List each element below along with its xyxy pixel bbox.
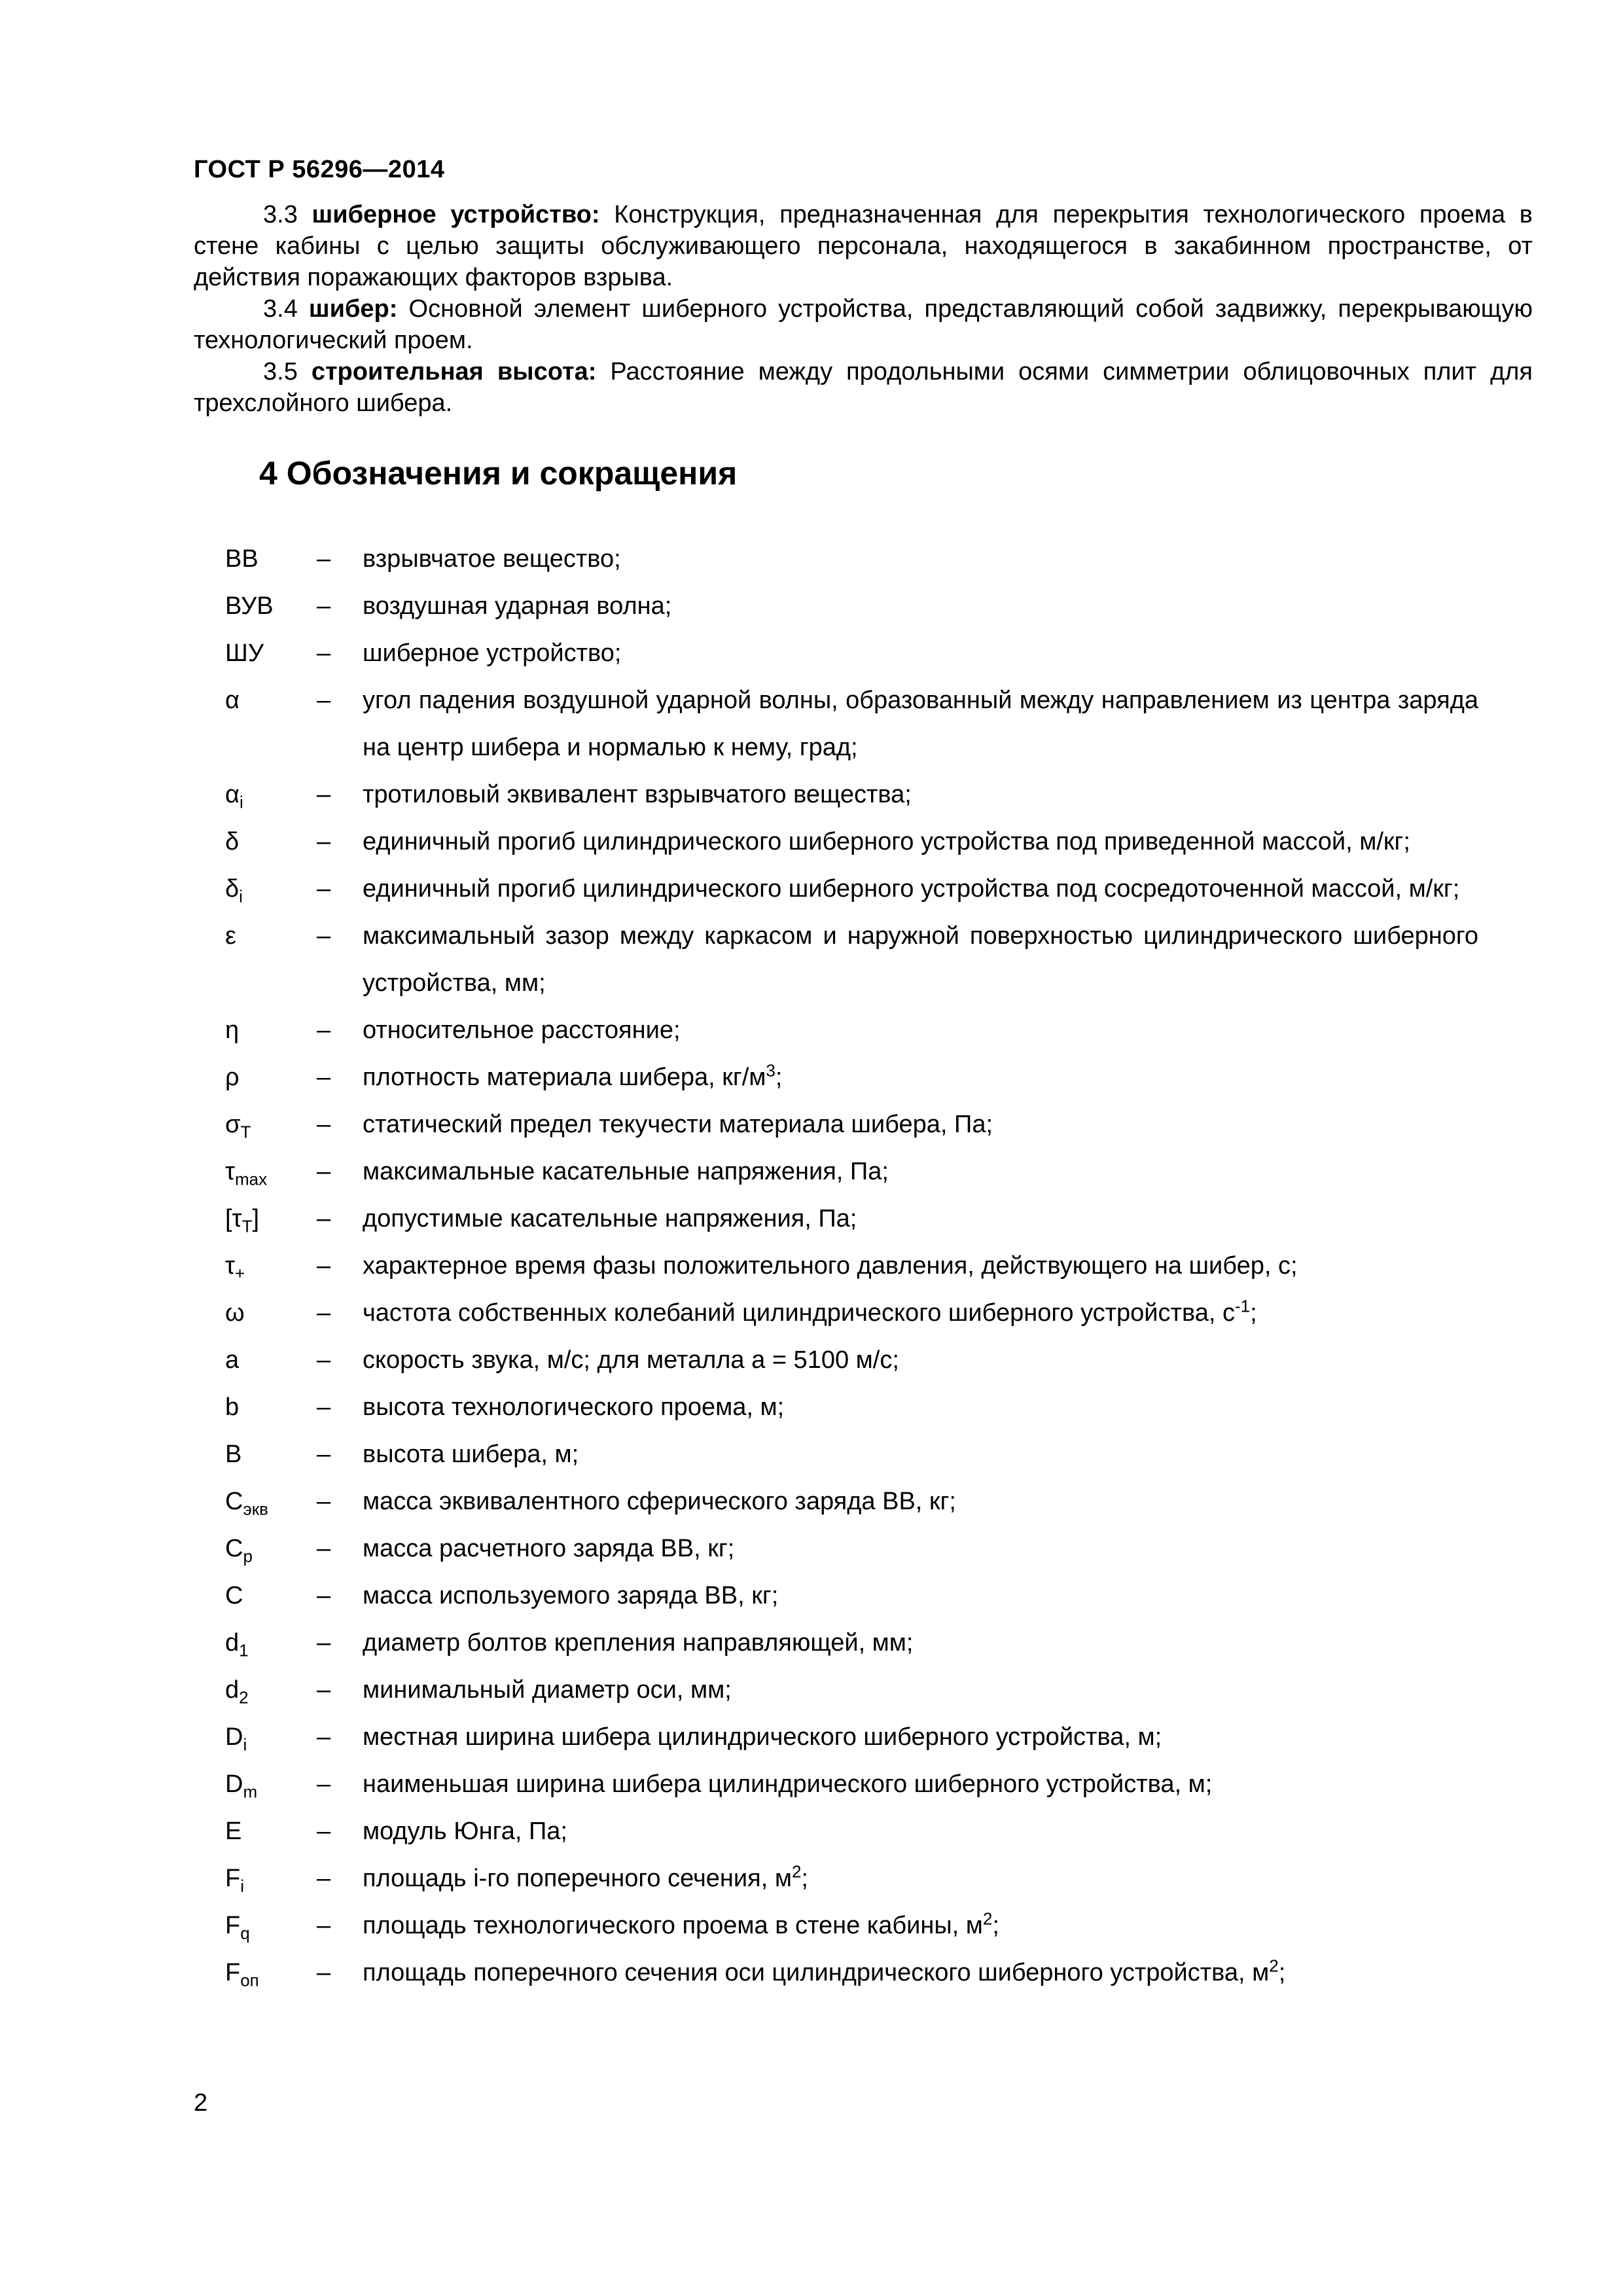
symbol-subscript: 1 — [239, 1640, 249, 1660]
symbol-base: δ — [225, 828, 240, 855]
abbreviation-row — [225, 818, 1478, 865]
symbol-base: τ — [225, 1252, 236, 1280]
symbol-base: D — [225, 1723, 243, 1751]
abbreviation-description — [363, 771, 1478, 818]
abbreviation-symbol — [225, 1007, 317, 1054]
abbreviation-row — [225, 1902, 1478, 1949]
description-text: относительное расстояние; — [363, 1016, 681, 1044]
description-tail: ; — [1278, 1959, 1286, 1986]
abbreviation-row — [225, 865, 1478, 912]
dash-separator: – — [317, 1488, 331, 1515]
symbol-base: ШУ — [225, 639, 264, 667]
abbreviation-symbol — [225, 912, 317, 960]
abbreviation-symbol — [225, 1713, 317, 1761]
unit-superscript: -1 — [1234, 1296, 1251, 1316]
symbol-base: D — [225, 1770, 243, 1798]
abbreviation-symbol — [225, 1855, 317, 1902]
abbreviation-description — [363, 1761, 1478, 1808]
description-text: единичный прогиб цилиндрического шиберного устройства под сосредоточенной массой, м/кг; — [363, 875, 1460, 903]
symbol-base: σ — [225, 1111, 241, 1138]
abbreviation-row — [225, 1242, 1478, 1289]
abbreviation-row — [225, 1572, 1478, 1619]
symbol-base: C — [225, 1582, 243, 1609]
description-text: тротиловый эквивалент взрывчатого вещества; — [363, 781, 912, 808]
dash-separator: – — [317, 1205, 331, 1232]
symbol-base: ВУВ — [225, 592, 274, 620]
description-text: допустимые касательные напряжения, Па; — [363, 1205, 857, 1232]
abbreviation-symbol — [225, 1761, 317, 1808]
unit-superscript: 2 — [1269, 1956, 1279, 1976]
document-code-header: ГОСТ Р 56296—2014 — [194, 156, 445, 183]
dash-separator: – — [317, 1111, 331, 1138]
abbreviation-symbol — [225, 1148, 317, 1195]
dash-separator: – — [317, 687, 331, 714]
definition-3-4 — [194, 293, 1533, 356]
description-text: минимальный диаметр оси, мм; — [363, 1676, 732, 1704]
dash-separator: – — [317, 1629, 331, 1657]
symbol-base: d — [225, 1676, 240, 1704]
abbreviation-symbol — [225, 818, 317, 865]
symbol-subscript: max — [235, 1169, 268, 1189]
dash-separator: – — [317, 828, 331, 855]
dash-separator: – — [317, 875, 331, 903]
symbol-base: η — [225, 1016, 240, 1044]
unit-superscript: 3 — [766, 1060, 776, 1081]
abbreviation-symbol — [225, 1054, 317, 1101]
definition-3-5 — [194, 356, 1533, 419]
abbreviation-row — [225, 535, 1478, 583]
abbreviation-description — [363, 1195, 1478, 1242]
abbreviation-row — [225, 1054, 1478, 1101]
dash-separator: – — [317, 592, 331, 620]
abbreviation-description — [363, 818, 1478, 865]
abbreviation-symbol — [225, 1101, 317, 1148]
abbreviation-description — [363, 1431, 1478, 1478]
page-number: 2 — [194, 2089, 208, 2117]
abbreviation-description — [363, 912, 1478, 1007]
dash-separator: – — [317, 1016, 331, 1044]
definition-term: строительная высота: — [311, 358, 597, 386]
description-text: площадь технологического проема в стене кабины, м — [363, 1912, 983, 1939]
description-text: частота собственных колебаний цилиндрического шиберного устройства, с — [363, 1299, 1235, 1327]
description-text: взрывчатое вещество; — [363, 545, 621, 573]
abbreviation-description — [363, 1619, 1478, 1666]
abbreviation-symbol — [225, 1949, 317, 1996]
symbol-subscript: Т — [241, 1216, 253, 1236]
description-text: единичный прогиб цилиндрического шиберного устройства под приведенной массой, м/кг; — [363, 828, 1410, 855]
abbreviation-row — [225, 1619, 1478, 1666]
abbreviation-description — [363, 865, 1478, 912]
definition-text: Основной элемент шиберного устройства, представляющий собой задвижку, перекрывающую технологический проем. — [194, 295, 1533, 354]
definitions-block — [194, 199, 1533, 419]
symbol-subscript: 2 — [239, 1687, 249, 1708]
abbreviation-symbol — [225, 1572, 317, 1619]
symbol-base: a — [225, 1346, 240, 1374]
abbreviation-row — [225, 583, 1478, 630]
abbreviation-row — [225, 1336, 1478, 1384]
dash-separator: – — [317, 1299, 331, 1327]
abbreviation-symbol — [225, 677, 317, 724]
abbreviation-description — [363, 583, 1478, 630]
section-title: 4 Обозначения и сокращения — [259, 455, 738, 492]
symbol-subscript: р — [243, 1546, 253, 1566]
definition-number: 3.4 — [263, 295, 298, 323]
symbol-subscript: i — [243, 1734, 247, 1755]
symbol-base: F — [225, 1865, 241, 1892]
symbol-base: α — [225, 687, 240, 714]
abbreviation-symbol — [225, 1902, 317, 1949]
symbol-base: τ — [225, 1158, 236, 1185]
abbreviation-row — [225, 1478, 1478, 1525]
abbreviation-symbol — [225, 630, 317, 677]
abbreviation-description — [363, 630, 1478, 677]
description-text: статический предел текучести материала шибера, Па; — [363, 1111, 993, 1138]
description-text: плотность материала шибера, кг/м — [363, 1064, 766, 1091]
dash-separator: – — [317, 1959, 331, 1986]
symbol-base: ω — [225, 1299, 245, 1327]
symbol-closing-bracket: ] — [252, 1205, 260, 1232]
abbreviation-description — [363, 1525, 1478, 1572]
abbreviation-symbol — [225, 583, 317, 630]
symbol-subscript: + — [235, 1263, 245, 1283]
symbol-base: C — [225, 1488, 243, 1515]
abbreviation-row — [225, 1666, 1478, 1713]
dash-separator: – — [317, 1346, 331, 1374]
abbreviation-symbol — [225, 535, 317, 583]
symbol-subscript: экв — [243, 1499, 268, 1519]
abbreviation-row — [225, 1289, 1478, 1336]
abbreviation-row — [225, 1148, 1478, 1195]
description-tail: ; — [1250, 1299, 1257, 1327]
abbreviation-description — [363, 677, 1478, 771]
description-text: площадь поперечного сечения оси цилиндрического шиберного устройства, м — [363, 1959, 1270, 1986]
unit-superscript: 2 — [982, 1909, 993, 1929]
dash-separator: – — [317, 781, 331, 808]
abbreviations-list — [225, 535, 1478, 1996]
abbreviation-description — [363, 1101, 1478, 1148]
description-tail: ; — [992, 1912, 999, 1939]
abbreviation-symbol — [225, 1666, 317, 1713]
abbreviation-description — [363, 1666, 1478, 1713]
symbol-base: α — [225, 781, 240, 808]
description-tail: ; — [801, 1865, 808, 1892]
description-text: максимальные касательные напряжения, Па; — [363, 1158, 889, 1185]
symbol-base: C — [225, 1535, 243, 1562]
symbol-base: [τ — [225, 1205, 242, 1232]
symbol-base: B — [225, 1441, 242, 1468]
description-text: высота шибера, м; — [363, 1441, 579, 1468]
abbreviation-row — [225, 771, 1478, 818]
abbreviation-symbol — [225, 1619, 317, 1666]
abbreviation-symbol — [225, 1525, 317, 1572]
description-text: наименьшая ширина шибера цилиндрического шиберного устройства, м; — [363, 1770, 1213, 1798]
abbreviation-symbol — [225, 1289, 317, 1336]
abbreviation-description — [363, 1054, 1478, 1101]
abbreviation-description — [363, 1713, 1478, 1761]
abbreviation-description — [363, 1949, 1478, 1996]
symbol-base: ρ — [225, 1064, 240, 1091]
definition-term: шиберное устройство: — [312, 201, 600, 228]
dash-separator: – — [317, 1818, 331, 1845]
description-text: местная ширина шибера цилиндрического шиберного устройства, м; — [363, 1723, 1162, 1751]
dash-separator: – — [317, 1865, 331, 1892]
dash-separator: – — [317, 1723, 331, 1751]
abbreviation-description — [363, 1007, 1478, 1054]
symbol-base: F — [225, 1912, 241, 1939]
symbol-base: b — [225, 1393, 240, 1421]
abbreviation-symbol — [225, 1336, 317, 1384]
abbreviation-symbol — [225, 865, 317, 912]
abbreviation-row — [225, 1855, 1478, 1902]
definition-text: Конструкция, предназначенная для перекрытия технологического проема в стене кабины с целью защиты обслуживающего персонала, находящегося в закабинном пространстве, от действия поражающих факторов взрыва. — [194, 201, 1533, 291]
abbreviation-row — [225, 1949, 1478, 1996]
dash-separator: – — [317, 1582, 331, 1609]
symbol-base: δ — [225, 875, 240, 903]
dash-separator: – — [317, 1912, 331, 1939]
abbreviation-description — [363, 1336, 1478, 1384]
unit-superscript: 2 — [791, 1861, 802, 1882]
abbreviation-row — [225, 1808, 1478, 1855]
abbreviation-row — [225, 1713, 1478, 1761]
abbreviation-symbol — [225, 1195, 317, 1242]
description-text: шиберное устройство; — [363, 639, 622, 667]
abbreviation-description — [363, 1384, 1478, 1431]
abbreviation-row — [225, 1761, 1478, 1808]
symbol-subscript: i — [239, 886, 243, 906]
symbol-subscript: m — [243, 1782, 258, 1802]
symbol-subscript: оп — [240, 1970, 259, 1990]
dash-separator: – — [317, 1676, 331, 1704]
symbol-base: ε — [225, 922, 236, 950]
symbol-base: ВВ — [225, 545, 259, 573]
abbreviation-row — [225, 1101, 1478, 1148]
description-text: диаметр болтов крепления направляющей, мм; — [363, 1629, 914, 1657]
symbol-subscript: q — [240, 1923, 250, 1943]
abbreviation-row — [225, 912, 1478, 1007]
symbol-base: d — [225, 1629, 240, 1657]
abbreviation-description — [363, 1148, 1478, 1195]
definition-text: Расстояние между продольными осями симметрии облицовочных плит для трехслойного шибера. — [194, 358, 1533, 417]
abbreviation-description — [363, 1855, 1478, 1902]
abbreviation-row — [225, 1525, 1478, 1572]
abbreviation-row — [225, 1007, 1478, 1054]
description-text: характерное время фазы положительного давления, действующего на шибер, с; — [363, 1252, 1298, 1280]
abbreviation-row — [225, 630, 1478, 677]
abbreviation-description — [363, 1902, 1478, 1949]
abbreviation-description — [363, 1572, 1478, 1619]
dash-separator: – — [317, 1770, 331, 1798]
dash-separator: – — [317, 639, 331, 667]
dash-separator: – — [317, 1393, 331, 1421]
dash-separator: – — [317, 1158, 331, 1185]
definition-3-3 — [194, 199, 1533, 293]
description-text: масса расчетного заряда ВВ, кг; — [363, 1535, 735, 1562]
description-text: воздушная ударная волна; — [363, 592, 672, 620]
symbol-subscript: i — [240, 1876, 244, 1896]
symbol-base: E — [225, 1818, 242, 1845]
dash-separator: – — [317, 1252, 331, 1280]
abbreviation-symbol — [225, 1384, 317, 1431]
symbol-subscript: i — [239, 792, 243, 812]
description-tail: ; — [775, 1064, 783, 1091]
dash-separator: – — [317, 1535, 331, 1562]
description-text: угол падения воздушной ударной волны, образованный между направлением из центра заряда на центр шибера и нормалью к нему, град; — [363, 687, 1478, 761]
dash-separator: – — [317, 922, 331, 950]
description-text: масса используемого заряда ВВ, кг; — [363, 1582, 779, 1609]
symbol-subscript: Т — [240, 1122, 251, 1142]
dash-separator: – — [317, 1441, 331, 1468]
abbreviation-row — [225, 1384, 1478, 1431]
abbreviation-symbol — [225, 1808, 317, 1855]
dash-separator: – — [317, 545, 331, 573]
abbreviation-row — [225, 677, 1478, 771]
symbol-base: F — [225, 1959, 241, 1986]
abbreviation-row — [225, 1195, 1478, 1242]
abbreviation-row — [225, 1431, 1478, 1478]
description-text: модуль Юнга, Па; — [363, 1818, 567, 1845]
definition-term: шибер: — [308, 295, 398, 323]
description-text: площадь i-го поперечного сечения, м — [363, 1865, 792, 1892]
description-text: масса эквивалентного сферического заряда ВВ, кг; — [363, 1488, 956, 1515]
abbreviation-description — [363, 1289, 1478, 1336]
definition-number: 3.3 — [263, 201, 298, 228]
description-text: скорость звука, м/с; для металла a = 5100 м/с; — [363, 1346, 899, 1374]
dash-separator: – — [317, 1064, 331, 1091]
abbreviation-symbol — [225, 1242, 317, 1289]
abbreviation-description — [363, 1242, 1478, 1289]
abbreviation-description — [363, 1808, 1478, 1855]
abbreviation-symbol — [225, 1478, 317, 1525]
abbreviation-description — [363, 1478, 1478, 1525]
abbreviation-symbol — [225, 771, 317, 818]
abbreviation-description — [363, 535, 1478, 583]
definition-number: 3.5 — [263, 358, 298, 386]
abbreviation-symbol — [225, 1431, 317, 1478]
description-text: максимальный зазор между каркасом и наружной поверхностью цилиндрического шиберного устройства, мм; — [363, 922, 1478, 997]
description-text: высота технологического проема, м; — [363, 1393, 785, 1421]
